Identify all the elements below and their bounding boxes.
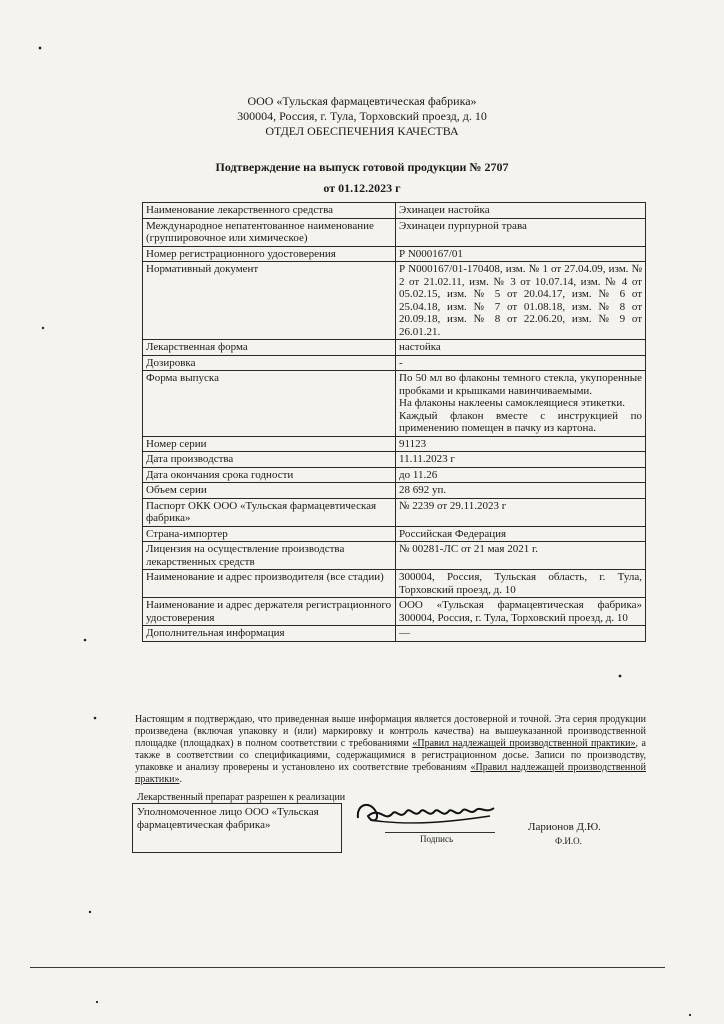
field-value	[396, 218, 646, 246]
statement-gmp-reference-2: «Правил надлежащей производственной практики»	[135, 762, 646, 785]
field-value-line: до 11.26	[399, 468, 438, 481]
field-label: Дата производства	[143, 452, 396, 468]
table-row	[143, 570, 646, 598]
field-value-line: 28 692 уп.	[399, 484, 447, 496]
table-row	[143, 467, 646, 483]
field-value	[396, 452, 646, 468]
field-value-line: На флаконы наклеены самоклеящиеся этикетки.	[399, 397, 626, 409]
field-value-line: 11.11.2023 г	[399, 453, 455, 465]
department-name: ОТДЕЛ ОБЕСПЕЧЕНИЯ КАЧЕСТВА	[265, 124, 459, 138]
field-value	[396, 467, 646, 483]
table-row	[143, 452, 646, 468]
field-value	[396, 483, 646, 499]
field-value-line: Эхинацеи настойка	[399, 204, 490, 216]
table-row	[143, 598, 646, 626]
table-row	[143, 626, 646, 642]
field-label: Дата окончания срока годности	[143, 467, 396, 483]
field-label: Наименование лекарственного средства	[143, 203, 396, 219]
company-address: 300004, Россия, г. Тула, Торховский проезд, д. 10	[237, 109, 487, 123]
table-row	[143, 246, 646, 262]
name-label: Ф.И.О.	[555, 836, 582, 846]
signature-line	[385, 832, 495, 833]
field-label: Паспорт ОКК ООО «Тульская фармацевтическая фабрика»	[143, 498, 396, 526]
table-row	[143, 340, 646, 356]
handwritten-signature	[350, 792, 500, 832]
field-value	[396, 436, 646, 452]
field-value-line: -	[399, 356, 403, 369]
letterhead	[0, 94, 724, 139]
table-row	[143, 203, 646, 219]
field-value	[396, 371, 646, 437]
field-value-line: 91123	[399, 437, 427, 450]
field-label: Международное непатентованное наименование (группировочное или химическое)	[143, 218, 396, 246]
statement-part-1: Настоящим я подтверждаю, что приведенная выше информация является достоверной и точной. Эта серия продукции произведена (включая упаковку и (или) маркировку и контроль качества) на вышеуказанной производственной площадке (площадках) в полном соответствии с требованиями	[135, 714, 646, 749]
approval-note: Лекарственный препарат разрешен к реализации	[137, 792, 346, 803]
field-label: Дополнительная информация	[143, 626, 396, 642]
field-value	[396, 246, 646, 262]
field-value-line: —	[399, 627, 410, 639]
field-value-line: Российская Федерация	[399, 527, 507, 540]
certification-statement	[135, 714, 646, 786]
table-row	[143, 218, 646, 246]
field-value	[396, 355, 646, 371]
field-value-line: № 2239 от 29.11.2023 г	[399, 499, 507, 512]
release-details-table	[142, 202, 646, 642]
table-row	[143, 262, 646, 340]
authorized-person-role: Уполномоченное лицо ООО «Тульская фармацевтическая фабрика»	[137, 806, 319, 831]
field-value	[396, 498, 646, 526]
field-value	[396, 542, 646, 570]
company-name: ООО «Тульская фармацевтическая фабрика»	[247, 94, 477, 108]
field-value-line: ООО «Тульская фармацевтическая фабрика» 300004, Россия, г. Тула, Торховский проезд, д. 10	[399, 599, 642, 624]
statement-gmp-reference-1: «Правил надлежащей производственной практики»	[412, 738, 636, 749]
field-value	[396, 526, 646, 542]
field-label: Номер серии	[143, 436, 396, 452]
field-value	[396, 203, 646, 219]
field-label: Страна-импортер	[143, 526, 396, 542]
field-label: Лицензия на осуществление производства лекарственных средств	[143, 542, 396, 570]
table-row	[143, 436, 646, 452]
field-value-line: Р N000167/01	[399, 247, 463, 260]
field-label: Наименование и адрес производителя (все стадии)	[143, 570, 396, 598]
field-value-line: Р N000167/01-170408, изм. № 1 от 27.04.09, изм. № 2 от 21.02.11, изм. № 3 от 10.07.14, изм. № 4 от 05.02.15, изм. № 5 от 20.04.17, изм. № 6 от 25.04.18, изм. № 7 от 01.08.18, изм. № 8 от 20.09.18, изм. № 8 от 22.06.20, изм. № 9 от 26.01.21.	[399, 263, 642, 338]
field-label: Дозировка	[143, 355, 396, 371]
table-row	[143, 355, 646, 371]
field-value-line: 300004, Россия, Тульская область, г. Тула, Торховский проезд, д. 10	[399, 571, 642, 596]
signature-label: Подпись	[420, 834, 454, 844]
signatory-name: Ларионов Д.Ю.	[528, 821, 601, 833]
field-label: Объем серии	[143, 483, 396, 499]
statement-part-3: .	[179, 774, 182, 785]
table-row	[143, 498, 646, 526]
authorized-person-box	[132, 803, 342, 853]
field-value	[396, 340, 646, 356]
document-title: Подтверждение на выпуск готовой продукции № 2707	[215, 160, 509, 174]
field-value-line: № 00281-ЛС от 21 мая 2021 г.	[399, 543, 538, 555]
field-value-line: По 50 мл во флаконы темного стекла, укупоренные пробками и крышками навинчиваемыми.	[399, 372, 642, 397]
field-label: Лекарственная форма	[143, 340, 396, 356]
field-value	[396, 598, 646, 626]
statement-part-2: , а также в соответствии со спецификациями, содержащимися в регистрационном досье. Записи по производству, упаковке и анализу проверены и установлено их соответствие требованиям	[135, 738, 646, 773]
field-value-line: настойка	[399, 341, 441, 353]
field-value	[396, 262, 646, 340]
table-row	[143, 371, 646, 437]
field-label: Наименование и адрес держателя регистрационного удостоверения	[143, 598, 396, 626]
field-label: Форма выпуска	[143, 371, 396, 437]
field-value-line: Эхинацеи пурпурной трава	[399, 219, 527, 232]
field-value	[396, 626, 646, 642]
table-row	[143, 483, 646, 499]
field-value	[396, 570, 646, 598]
document-date: от 01.12.2023 г	[323, 181, 401, 195]
table-row	[143, 526, 646, 542]
scan-edge-line	[30, 967, 665, 968]
field-label: Номер регистрационного удостоверения	[143, 246, 396, 262]
table-row	[143, 542, 646, 570]
field-label: Нормативный документ	[143, 262, 396, 340]
field-value-line: Каждый флакон вместе с инструкцией по применению помещен в пачку из картона.	[399, 409, 642, 434]
